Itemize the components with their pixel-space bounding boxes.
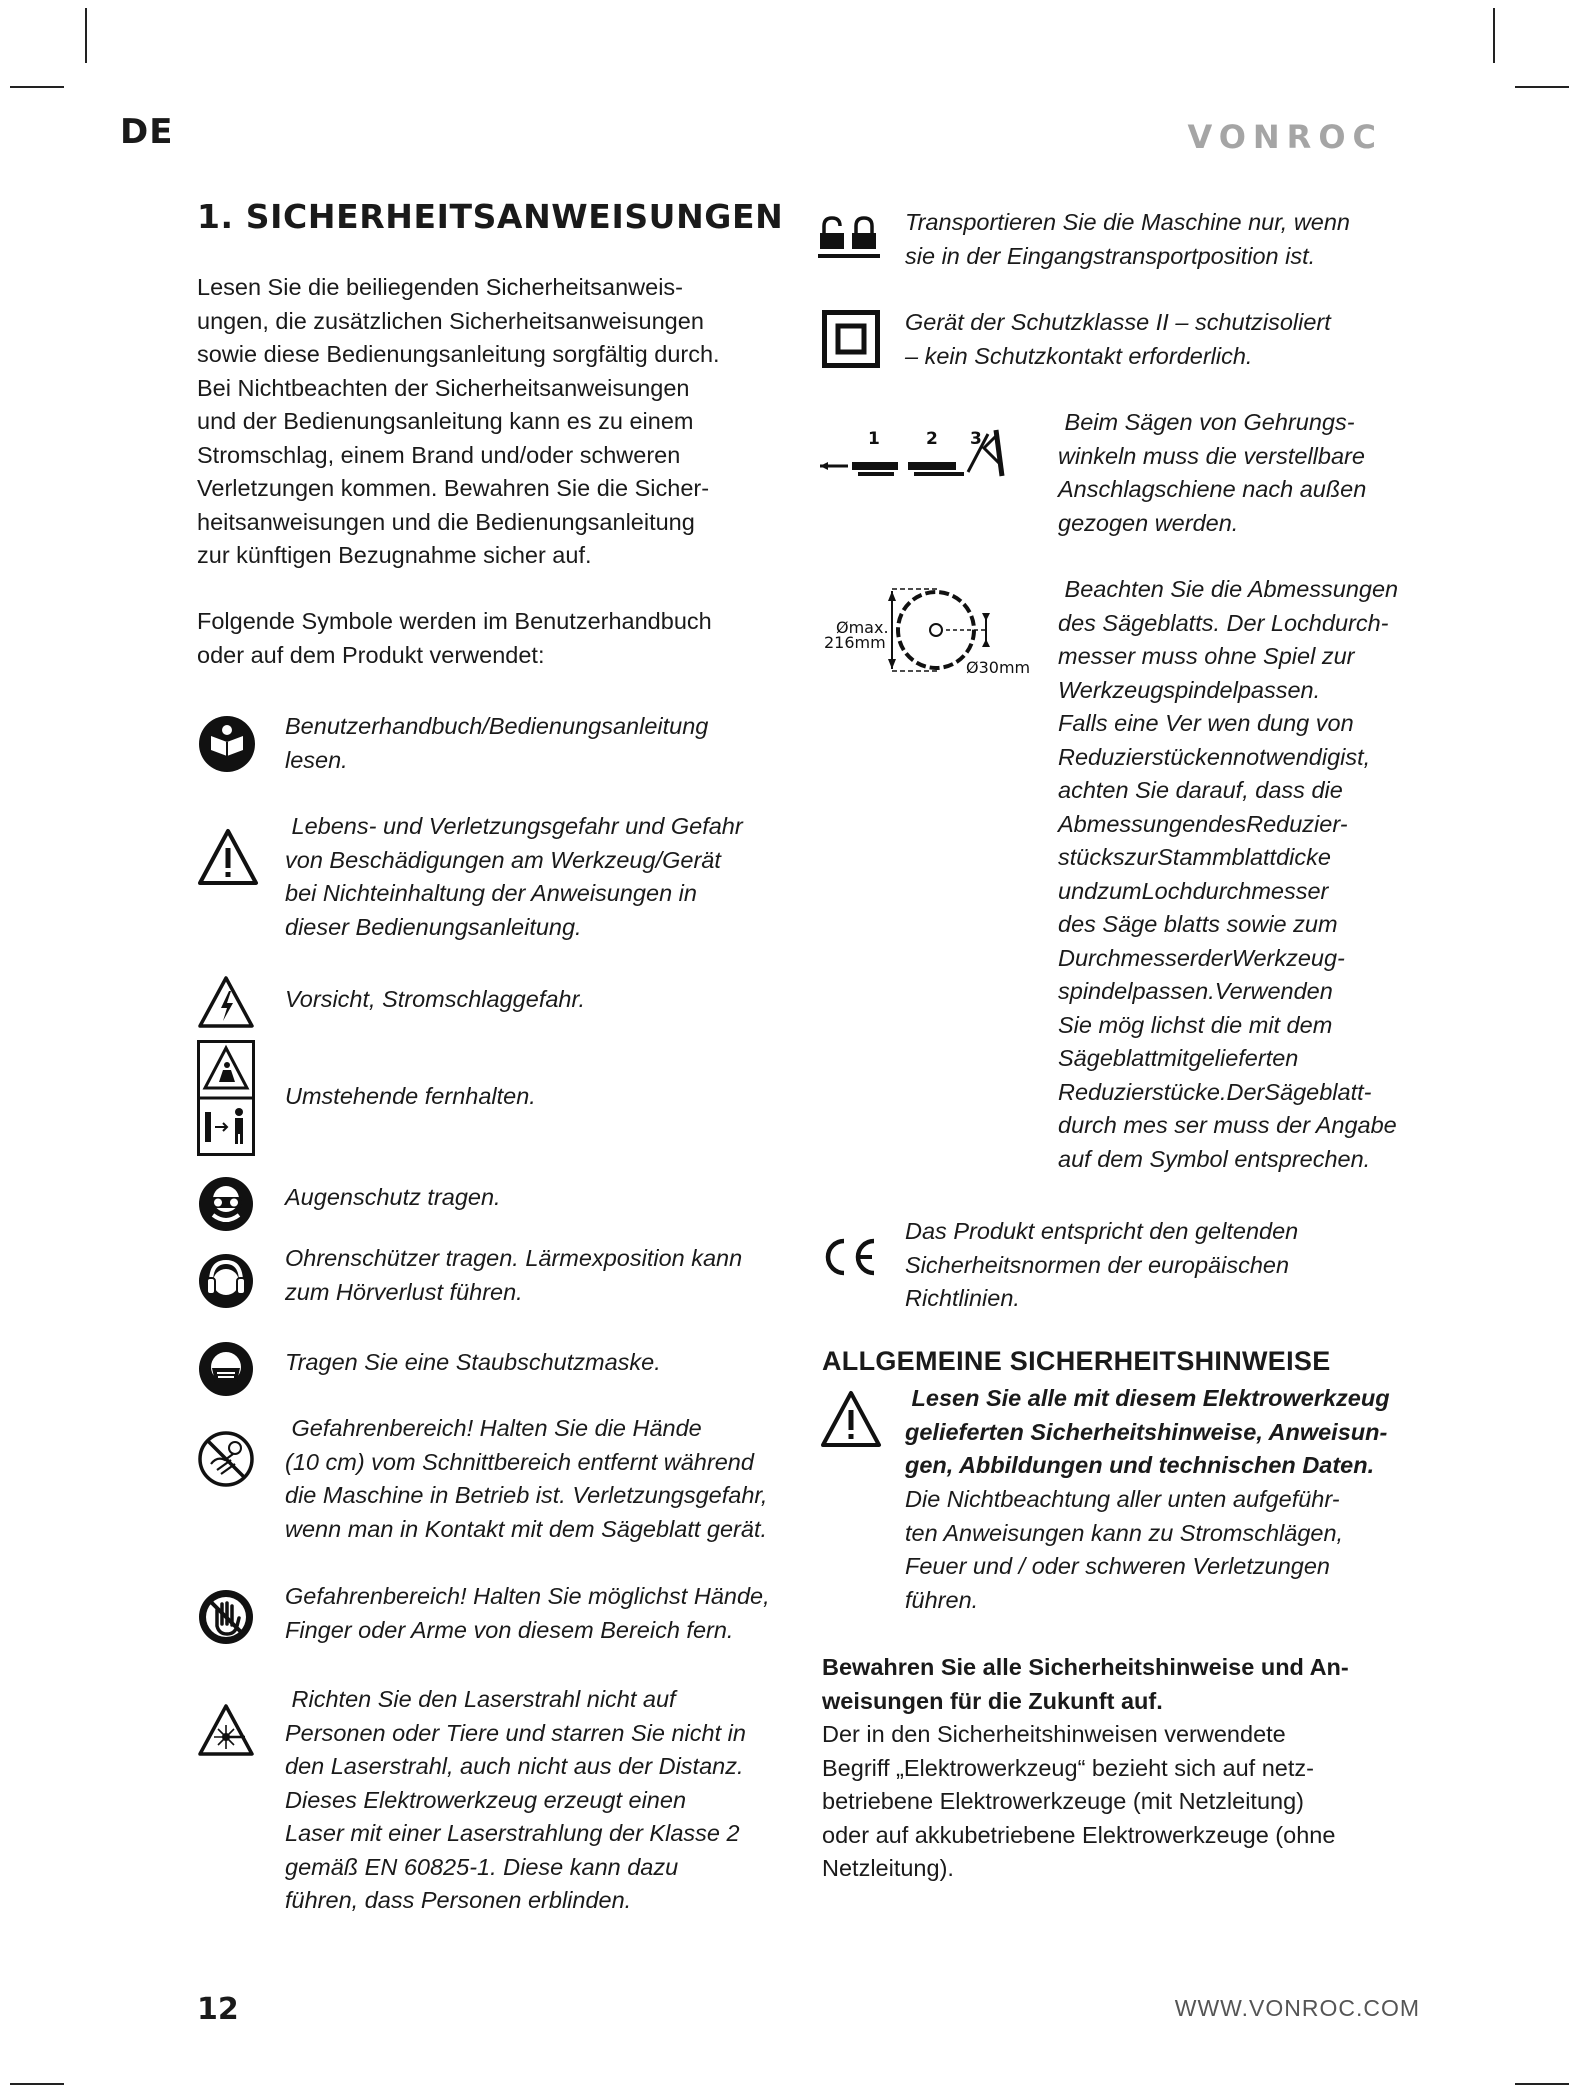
symbol-text: Das Produkt entspricht den geltenden Sicherheitsnormen der europäischen Richtlinien.: [905, 1218, 1299, 1311]
eye-protection-icon: [197, 1175, 255, 1233]
general-warning-icon: [820, 1390, 882, 1448]
symbol-row-laser: [197, 1683, 807, 1923]
symbol-text: Gerät der Schutzklasse II – schutzisoliert – kein Schutzkontakt erforderlich.: [905, 309, 1331, 369]
keep-bystanders-away-icon: [197, 1040, 255, 1156]
symbol-row-hands-blade: [197, 1412, 807, 1552]
symbol-row-class-ii: [818, 306, 1418, 376]
symbol-row-no-hands: [197, 1580, 807, 1650]
symbol-text: Lebens- und Verletzungsgefahr und Gefahr von Beschädigungen am Werkzeug/Gerät bei Nichteinhaltung der Anweisungen in dieser Bedienungsanleitung.: [285, 813, 743, 940]
symbol-row-transport: [818, 206, 1418, 276]
class-ii-insulation-icon: [822, 310, 880, 368]
blade-dimensions-icon: [818, 583, 1048, 683]
hands-away-blade-icon: [197, 1430, 255, 1488]
crop-mark-top-left-h: [10, 86, 64, 88]
blade-label: Ø30mm: [966, 658, 1031, 677]
crop-mark-bottom-left-h: [10, 2083, 64, 2085]
symbol-row-warning: [197, 810, 807, 950]
symbol-row-mask: [197, 1340, 807, 1400]
symbol-row-eye: [197, 1175, 807, 1235]
symbol-text: Transportieren Sie die Maschine nur, wenn sie in der Eingangstransportposition ist.: [905, 209, 1350, 269]
symbols-intro: Folgende Symbole werden im Benutzerhandbuch oder auf dem Produkt verwendet:: [197, 608, 712, 668]
general-warning-text: Die Nichtbeachtung aller unten aufgeführ- ten Anweisungen kann zu Stromschlägen, Feuer und / oder schweren Verletzungen führen.: [905, 1486, 1344, 1613]
crop-mark-top-right-v: [1493, 8, 1495, 63]
fence-step-label: 1: [868, 429, 880, 449]
intro-paragraph: Lesen Sie die beiliegenden Sicherheitsanweis- ungen, die zusätzlichen Sicherheitsanweisungen sowie diese Bedienungsanleitung sorgfältig durch. Bei Nichtbeachten der Sicherheitsanweisungen und der Bedienungsanleitung kann es zu einem Stromschlag, einem Brand und/oder schweren Verletzungen kommen. Bewahren Sie die Sicher- heitsanweisungen und die Bedienungsanleitung zur künftigen Bezugnahme sicher auf.: [197, 274, 720, 568]
symbol-text: Ohrenschützer tragen. Lärmexposition kann zum Hörverlust führen.: [285, 1245, 743, 1305]
symbol-row-electric: [197, 975, 807, 1035]
symbol-text: Vorsicht, Stromschlaggefahr.: [285, 986, 585, 1012]
symbol-text: Gefahrenbereich! Halten Sie möglichst Hände, Finger oder Arme von diesem Bereich fern.: [285, 1583, 770, 1643]
general-safety-title: ALLGEMEINE SICHERHEITSHINWEISE: [822, 1346, 1331, 1376]
section-title: 1. SICHERHEITSANWEISUNGEN: [197, 197, 784, 236]
fence-slide-icon: [818, 424, 1038, 494]
symbol-row-ear: [197, 1242, 807, 1312]
symbol-text: Richten Sie den Laserstrahl nicht auf Personen oder Tiere und starren Sie nicht in den Laserstrahl, auch nicht aus der Distanz. Dieses Elektrowerkzeug erzeugt einen Laser mit einer Laserstrahlung der Klasse 2 gemäß EN 60825-1. Diese kann dazu führen, dass Personen erblinden.: [285, 1686, 746, 1913]
keep-instructions-text: Der in den Sicherheitshinweisen verwendete Begriff „Elektrowerkzeug“ bezieht sich auf netz- betriebene Elektrowerkzeuge (mit Netzleitung) oder auf akkubetriebene Elektrowerkzeuge (ohne Netzleitung).: [822, 1721, 1336, 1881]
website-url[interactable]: WWW.VONROC.COM: [1174, 1995, 1420, 2021]
page-number: 12: [197, 1992, 239, 2027]
laser-warning-icon: [197, 1703, 255, 1757]
blade-label: 216mm: [824, 633, 886, 652]
warning-triangle-icon: [197, 828, 259, 886]
electric-shock-icon: [197, 975, 255, 1029]
symbol-text: Gefahrenbereich! Halten Sie die Hände (10 cm) vom Schnittbereich entfernt während die Maschine in Betrieb ist. Verletzungsgefahr, wenn man in Kontakt mit dem Sägeblatt gerät.: [285, 1415, 768, 1542]
symbol-text: Beachten Sie die Abmessungen des Sägeblatts. Der Lochdurch- messer muss ohne Spiel zur Werkzeugspindelpassen. Falls eine Ver wen dung von Reduzierstückennotwendigist, achten Sie darauf, dass die AbmessungendesReduzier- stückszurStammblattdicke undzumLochdurchmesser des Säge blatts sowie zum DurchmesserderWerkzeug- spindelpassen.Verwenden Sie mög lichst die mit dem Sägeblattmitgelieferten Reduzierstücke.DerSägeblatt- durch mes ser muss der Angabe auf dem Symbol entsprechen.: [1058, 576, 1399, 1172]
blade-label: Ømax.: [836, 618, 889, 637]
symbol-row-read-manual: [197, 710, 807, 780]
symbol-text: Benutzerhandbuch/Bedienungsanleitung lesen.: [285, 713, 709, 773]
symbol-row-fence: [818, 406, 1438, 546]
language-code: DE: [120, 112, 174, 152]
ear-protection-icon: [197, 1252, 255, 1310]
no-hands-icon: [197, 1588, 255, 1646]
dust-mask-icon: [197, 1340, 255, 1398]
read-manual-icon: [197, 714, 257, 774]
symbol-row-blade: [818, 573, 1438, 1183]
symbol-row-bystanders: [197, 1040, 807, 1160]
crop-mark-top-left-v: [85, 8, 87, 63]
transport-lock-icon: [818, 214, 880, 260]
fence-step-label: 2: [926, 429, 938, 449]
general-warning-bold: Lesen Sie alle mit diesem Elektrowerkzeug gelieferten Sicherheitshinweise, Anweisun- gen, Abbildungen und technischen Daten.: [905, 1385, 1390, 1478]
ce-mark-icon: [820, 1237, 878, 1277]
symbol-text: Augenschutz tragen.: [285, 1184, 501, 1210]
symbol-text: Beim Sägen von Gehrungs- winkeln muss die verstellbare Anschlagschiene nach außen gezogen werden.: [1058, 409, 1367, 536]
brand-logo: VONROC: [1187, 118, 1383, 156]
crop-mark-bottom-right-h: [1515, 2083, 1569, 2085]
symbol-text: Tragen Sie eine Staubschutzmaske.: [285, 1349, 661, 1375]
symbol-row-ce: [818, 1215, 1418, 1325]
keep-instructions-bold: Bewahren Sie alle Sicherheitshinweise und An- weisungen für die Zukunft auf.: [822, 1654, 1349, 1714]
symbol-text: Umstehende fernhalten.: [285, 1083, 536, 1109]
crop-mark-top-right-h: [1515, 86, 1569, 88]
fence-step-label: 3: [970, 429, 982, 449]
